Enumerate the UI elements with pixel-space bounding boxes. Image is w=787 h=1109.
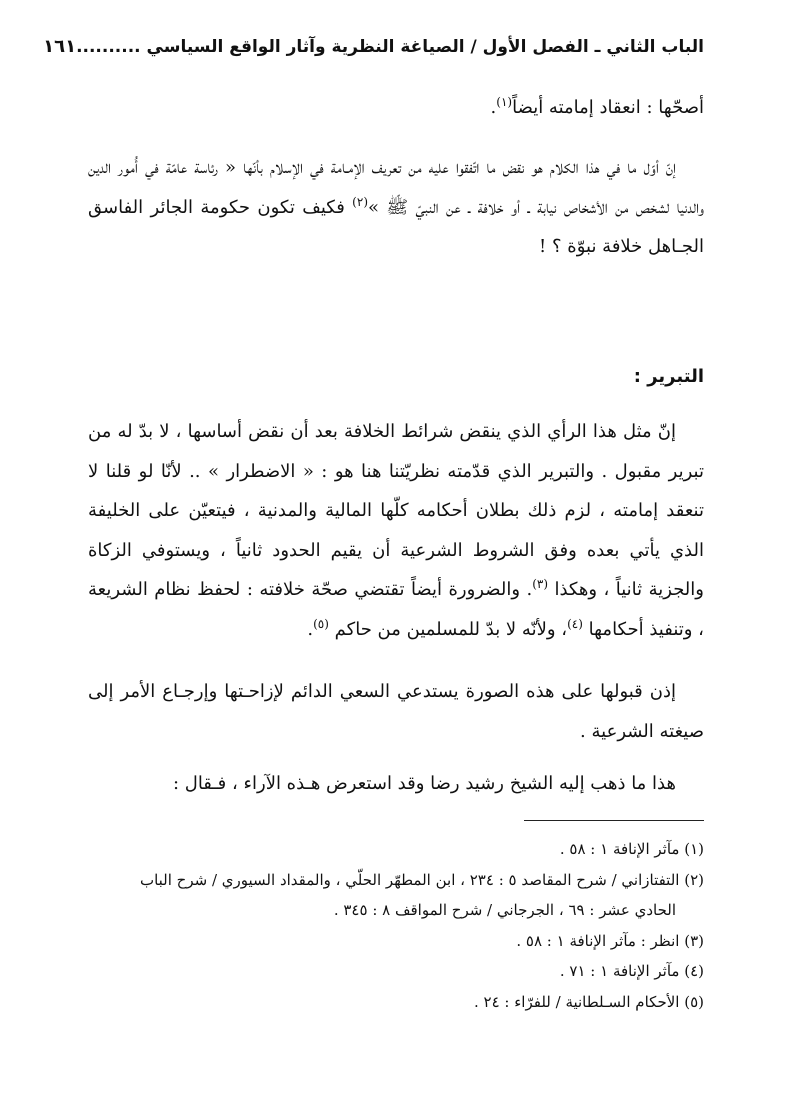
footnote-ref-3: (٣) xyxy=(532,577,549,591)
footnote-ref-5: (٥) xyxy=(313,616,329,631)
justification-text-c: ، ولأنّه لا بدّ للمسلمين من حاكم xyxy=(334,618,568,640)
running-header xyxy=(43,32,704,62)
footnote-separator xyxy=(524,820,704,821)
footnote-2-continued: الحادي عشر : ٦٩ ، الجرجاني / شرح المواقف ٨ : ٣٤٥ . xyxy=(333,901,676,919)
footnote-2: (٢) التفتازاني / شرح المقاصد ٥ : ٢٣٤ ، ابن المطهّر الحلّي ، والمقداد السيوري / شرح الباب xyxy=(139,870,704,889)
paragraph-rashid-rida: هذا ما ذهب إليه الشيخ رشيد رضا وقد استعرض هـذه الآراء ، فـقال : xyxy=(172,773,676,794)
definition-end: فكيف تكون حكومة الجائر الفاسق الجـاهل خلافة نبوّة ؟ ! xyxy=(88,196,704,257)
paragraph-justification xyxy=(88,412,704,649)
definition-text: إنّ أوّل ما في هذا الكلام هو نقض ما اتّفقوا عليه من تعريف الإمـامة في الإسلام بأنّها « رئاسة عامّة في أُمور الدين والدنيا لشخص من الأشخاص نيابة ـ أو خلافة ـ عن النبيّ ﷺ » xyxy=(88,157,704,218)
footnote-5: (٥) الأحكام السـلطانية / للفرّاء : ٢٤ . xyxy=(473,992,704,1011)
footnote-4: (٤) مآثر الإنافة ١ : ٧١ . xyxy=(559,962,704,980)
footnote-ref-1: (١) xyxy=(496,95,513,109)
footnote-ref-4: (٤) xyxy=(567,616,583,631)
paragraph-definition xyxy=(88,148,704,267)
intro-line xyxy=(88,88,704,128)
footnote-1: (١) مآثر الإنافة ١ : ٥٨ . xyxy=(559,840,704,858)
book-page xyxy=(43,0,704,1109)
justification-text-b: . والضرورة أيضاً تقتضي صحّة خلافته : لحفظ نظام الشريعة ، وتنفيذ أحكامها xyxy=(88,579,704,640)
paragraph-conclusion: إذن قبولها على هذه الصورة يستدعي السعي الدائم لإزاحـتها وإرجـاع الأمر إلى صيغته الشرعية . xyxy=(88,681,704,742)
justification-text-a: إنّ مثل هذا الرأي الذي ينقض شرائط الخلافة بعد أن نقض أساسها ، لا بدّ له من تبرير مقبول . والتبرير الذي قدّمته نظريّتنا هنا هو : « الاضطرار » .. لأنّا لو قلنا لا تنعقد إمامته ، لزم ذلك بطلان أحكامه كلّها المالية والمدنية ، فيتعيّن على الخليفة الذي يأتي بعده وفق الشروط الشرعية أن يقيم الحدود ثانياً ، ويستوفي الزكاة والجزية ثانياً ، وهكذا xyxy=(88,421,704,600)
footnote-ref-2: (٢) xyxy=(352,194,368,209)
section-heading: التبرير : xyxy=(633,366,704,387)
page-number: ١٦١ xyxy=(43,36,77,57)
chapter-title: الباب الثاني ـ الفصل الأول / الصياغة النظرية وآثار الواقع السياسي .......... xyxy=(76,37,704,57)
intro-end: . xyxy=(490,97,497,118)
footnotes-list xyxy=(88,834,704,1017)
intro-text: أصحّها : انعقاد إمامته أيضاً xyxy=(512,97,704,118)
footnote-3: (٣) انظر : مآثر الإنافة ١ : ٥٨ . xyxy=(516,931,704,950)
justification-end: . xyxy=(307,618,314,640)
